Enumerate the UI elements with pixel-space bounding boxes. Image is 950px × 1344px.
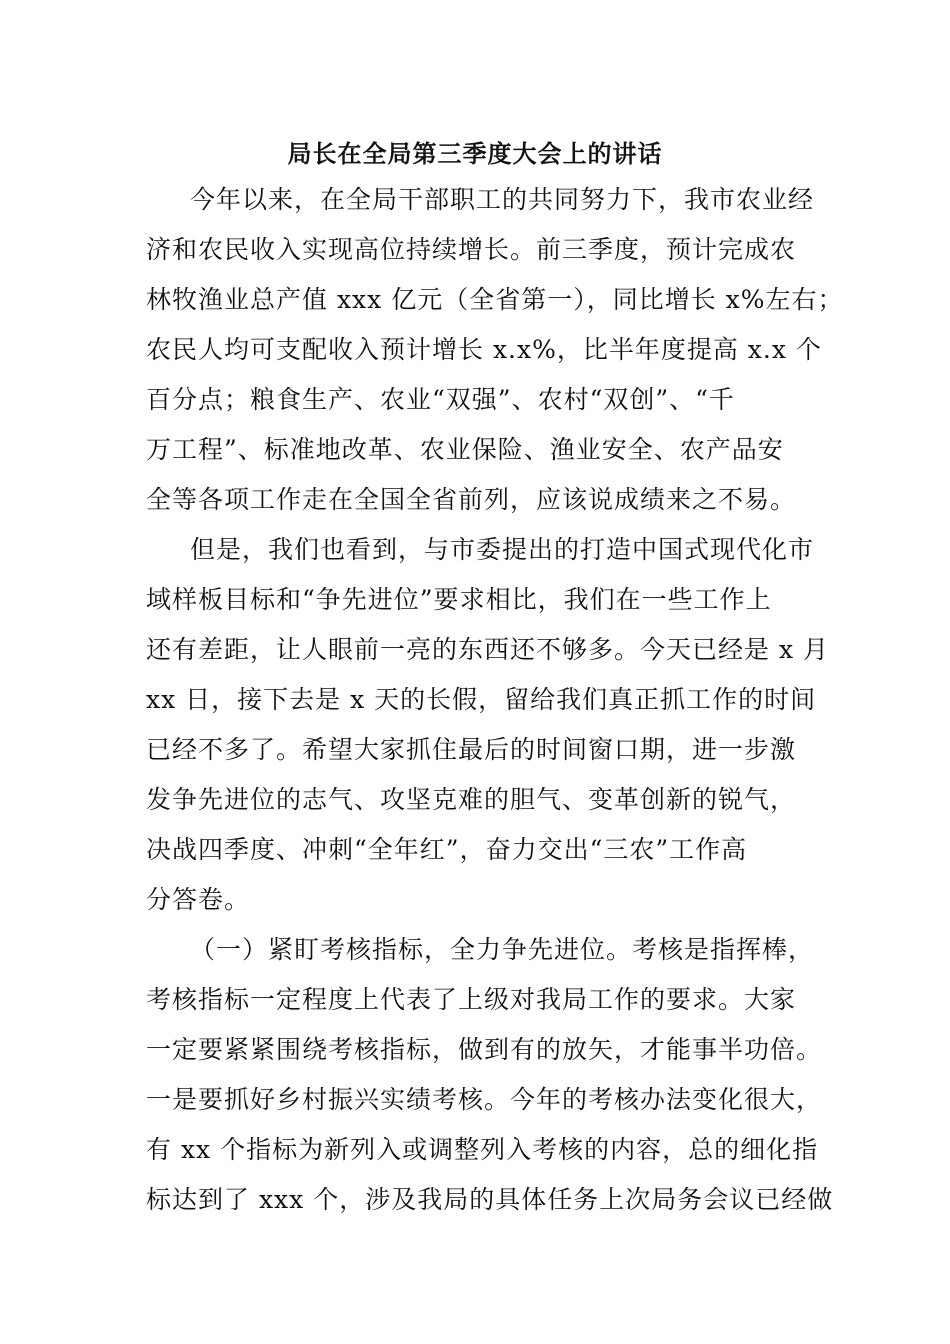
paragraph-2-line-4: xx 日，接下去是 x 天的长假，留给我们真正抓工作的时间 bbox=[146, 685, 817, 714]
paragraph-2-line-2: 域样板目标和“争先进位”要求相比，我们在一些工作上 bbox=[146, 585, 772, 614]
paragraph-1-line-1: 今年以来，在全局干部职工的共同努力下，我市农业经 bbox=[190, 185, 815, 214]
paragraph-2-line-5: 已经不多了。希望大家抓住最后的时间窗口期，进一步激 bbox=[146, 735, 797, 764]
paragraph-3-line-1: （一）紧盯考核指标，全力争先进位。考核是指挥棒， bbox=[190, 935, 815, 964]
paragraph-1-line-2: 济和农民收入实现高位持续增长。前三季度，预计完成农 bbox=[146, 235, 797, 264]
paragraph-1-line-5: 百分点；粮食生产、农业“双强”、农村“双创”、“千 bbox=[146, 385, 735, 414]
paragraph-1-line-7: 全等各项工作走在全国全省前列，应该说成绩来之不易。 bbox=[146, 485, 797, 514]
paragraph-3-line-2: 考核指标一定程度上代表了上级对我局工作的要求。大家 bbox=[146, 985, 797, 1014]
paragraph-1-line-4: 农民人均可支配收入预计增长 x.x%，比半年度提高 x.x 个 bbox=[146, 335, 822, 364]
paragraph-1-line-3: 林牧渔业总产值 xxx 亿元（全省第一），同比增长 x%左右； bbox=[146, 285, 844, 314]
paragraph-3-line-5: 有 xx 个指标为新列入或调整列入考核的内容，总的细化指 bbox=[146, 1135, 819, 1164]
paragraph-2-line-1: 但是，我们也看到，与市委提出的打造中国式现代化市 bbox=[190, 535, 815, 564]
document-title: 局长在全局第三季度大会上的讲话 bbox=[287, 139, 663, 168]
paragraph-3-line-6: 标达到了 xxx 个，涉及我局的具体任务上次局务会议已经做 bbox=[146, 1185, 834, 1214]
paragraph-3-line-4: 一是要抓好乡村振兴实绩考核。今年的考核办法变化很大， bbox=[146, 1085, 823, 1114]
paragraph-2-line-6: 发争先进位的志气、攻坚克难的胆气、变革创新的锐气， bbox=[146, 785, 797, 814]
paragraph-2-line-3: 还有差距，让人眼前一亮的东西还不够多。今天已经是 x 月 bbox=[146, 635, 829, 664]
paragraph-2-line-8: 分答卷。 bbox=[146, 885, 251, 914]
paragraph-2-line-7: 决战四季度、冲刺“全年红”，奋力交出“三农”工作高 bbox=[146, 835, 748, 864]
paragraph-3-line-3: 一定要紧紧围绕考核指标，做到有的放矢，才能事半功倍。 bbox=[146, 1035, 823, 1064]
paragraph-1-line-6: 万工程”、标准地改革、农业保险、渔业安全、农产品安 bbox=[146, 435, 784, 464]
